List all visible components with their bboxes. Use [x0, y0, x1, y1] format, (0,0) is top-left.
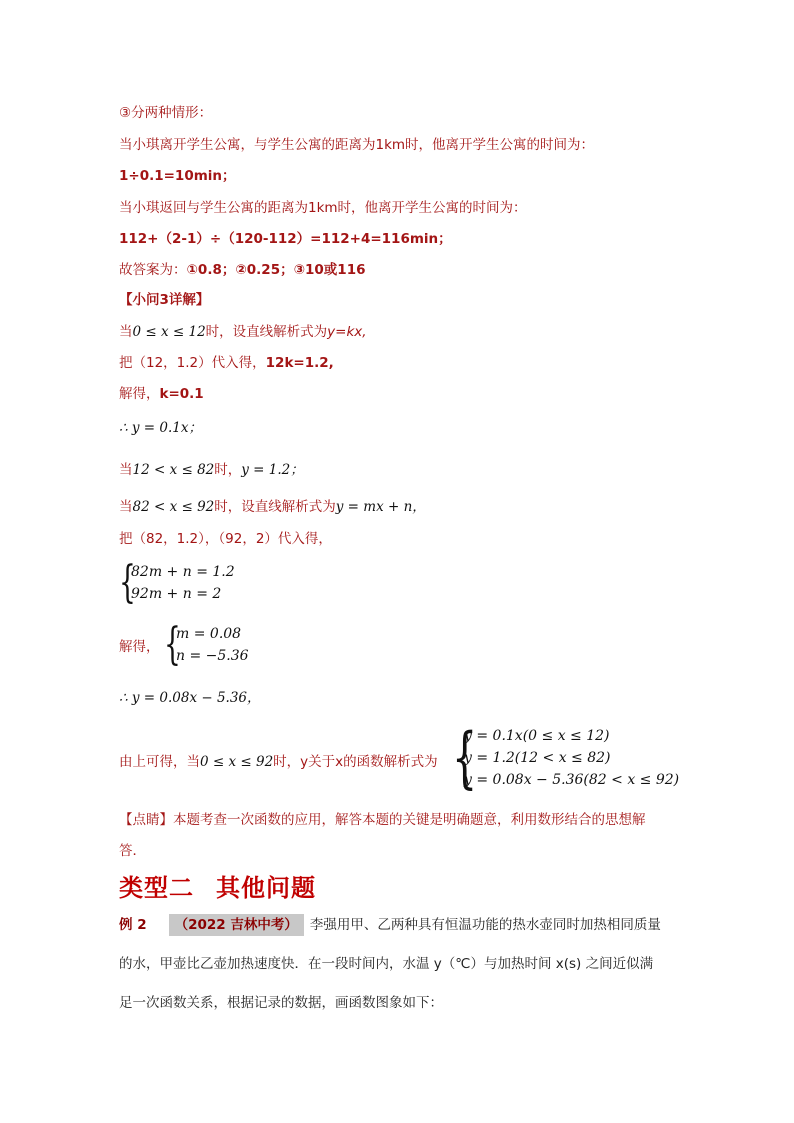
segment-3-substitute: 把（82，1.2），（92，2）代入得， — [119, 531, 332, 547]
equation-system-1 — [119, 557, 235, 608]
segment-2-setup — [119, 460, 304, 480]
case-intro: ③分两种情形： — [119, 105, 213, 121]
answer-line — [119, 260, 365, 280]
case-one-result: 1÷0.1=10min； — [119, 168, 236, 184]
commentary-line-2: 答． — [119, 843, 146, 859]
section-heading — [119, 868, 316, 903]
summary-line — [119, 752, 438, 772]
segment-1-solve — [119, 384, 204, 404]
summary-text-2: y关于x的函数解析式为 — [300, 754, 438, 770]
segment-1-function: ∴ y = 0.1x； — [119, 420, 202, 436]
piece-1: y = 0.1x(0 ≤ x ≤ 12) — [464, 728, 610, 744]
case-two-result: 112+（2-1）÷（120-112）=112+4=116min； — [119, 231, 452, 247]
summary-range: 0 ≤ x ≤ 92 — [200, 754, 274, 770]
example-text-1: 李强用甲、乙两种具有恒温功能的热水壶同时加热相同质量 — [309, 917, 661, 933]
system-1-equation-1: 82m + n = 1.2 — [131, 564, 235, 580]
segment-2-prefix: 当 — [119, 462, 133, 478]
segment-2-range: 12 < x ≤ 82 — [132, 462, 215, 478]
substitute-equation: 12k=1.2, — [265, 355, 334, 371]
summary-text: 时， — [273, 754, 301, 770]
piece-2: y = 1.2(12 < x ≤ 82) — [464, 750, 611, 766]
brace-icon: { — [452, 719, 478, 796]
segment-3-formula: y = mx + n， — [335, 499, 426, 515]
substitute-text: 把（12，1.2）代入得， — [119, 355, 266, 371]
segment-1-text: 时，设直线解析式为 — [205, 324, 328, 340]
segment-1-range: 0 ≤ x ≤ 12 — [132, 324, 206, 340]
system-2-equation-2: n = −5.36 — [176, 648, 249, 664]
example-line-1 — [119, 914, 661, 936]
segment-3-setup — [119, 497, 426, 517]
segment-3-function: ∴ y = 0.08x − 5.36， — [119, 690, 261, 706]
answer-values: ①0.8；②0.25；③10或116 — [186, 262, 366, 278]
segment-1-prefix: 当 — [119, 324, 133, 340]
brace-icon: { — [164, 619, 181, 670]
heading-title: 其他问题 — [216, 874, 316, 902]
answer-prefix: 故答案为： — [119, 262, 187, 278]
segment-3-prefix: 当 — [119, 499, 133, 515]
example-line-3: 足一次函数关系，根据记录的数据，画函数图象如下： — [119, 995, 443, 1011]
system-1-equation-2: 92m + n = 2 — [131, 586, 222, 602]
brace-icon: { — [119, 557, 136, 608]
example-label: 例 2 — [119, 917, 147, 933]
segment-1-substitute — [119, 353, 334, 373]
segment-2-text: 时， — [214, 462, 242, 478]
equation-system-2 — [164, 619, 249, 670]
segment-1-formula: y=kx, — [327, 324, 367, 340]
commentary-line-1: 【点睛】本题考查一次函数的应用，解答本题的关键是明确题意，利用数形结合的思想解 — [119, 812, 646, 828]
subquestion-3-title: 【小问3详解】 — [119, 292, 210, 308]
piece-3: y = 0.08x − 5.36(82 < x ≤ 92) — [464, 772, 680, 788]
solve-text: 解得， — [119, 386, 160, 402]
solve-label-2: 解得， — [119, 639, 160, 655]
summary-prefix: 由上可得，当 — [119, 754, 200, 770]
segment-1-setup — [119, 322, 367, 342]
segment-3-range: 82 < x ≤ 92 — [132, 499, 215, 515]
piecewise-function — [452, 719, 680, 796]
heading-type: 类型二 — [119, 874, 194, 902]
source-tag: （2022 吉林中考） — [169, 914, 304, 936]
example-line-2: 的水，甲壶比乙壶加热速度快．在一段时间内，水温 y（℃）与加热时间 x(s) 之间近似满 — [119, 956, 654, 972]
segment-3-text: 时，设直线解析式为 — [214, 499, 336, 515]
case-one-statement: 当小琪离开学生公寓，与学生公寓的距离为1km时，他离开学生公寓的时间为： — [119, 137, 595, 153]
case-two-statement: 当小琪返回与学生公寓的距离为1km时，他离开学生公寓的时间为： — [119, 200, 527, 216]
solve-result: k=0.1 — [159, 386, 204, 402]
system-2-equation-1: m = 0.08 — [176, 626, 242, 642]
segment-2-function: y = 1.2； — [241, 462, 304, 478]
